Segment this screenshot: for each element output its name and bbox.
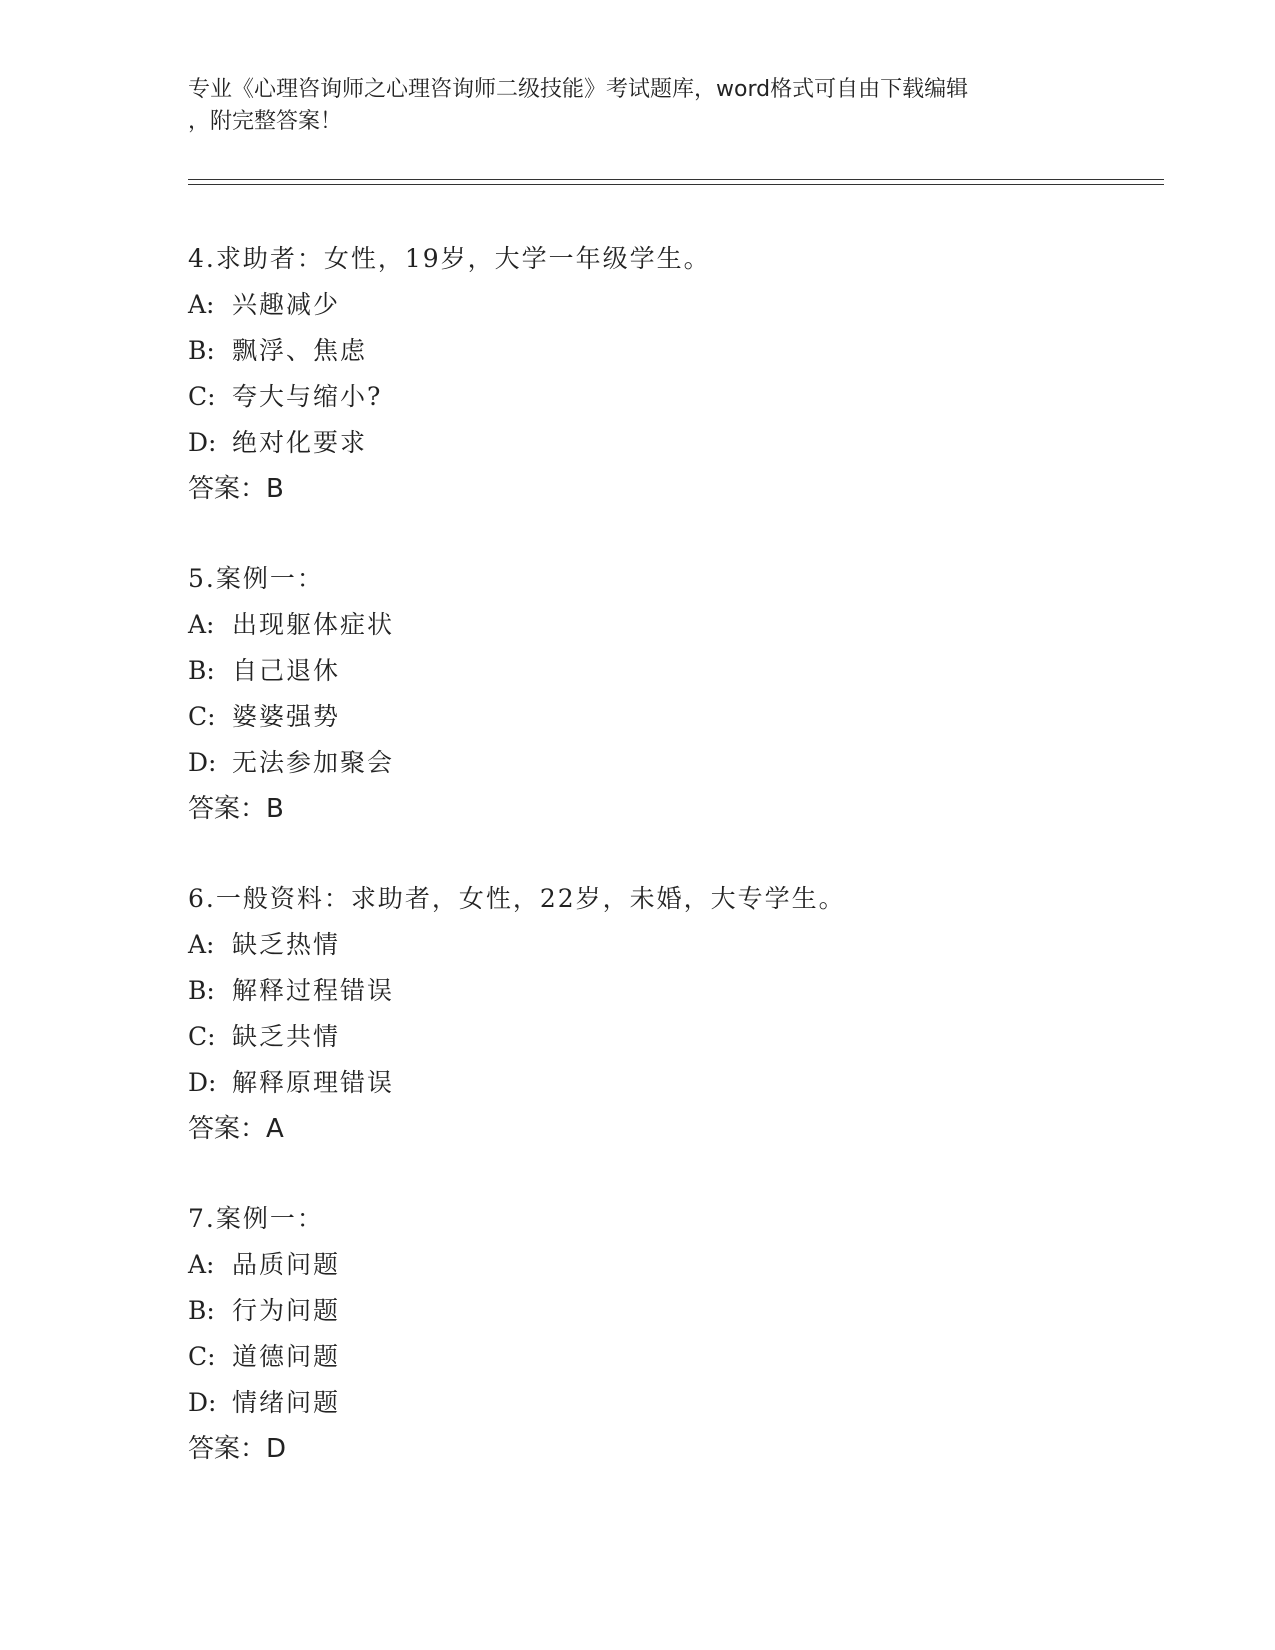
option-c [188, 694, 1168, 740]
option-b [188, 968, 1168, 1014]
option-label: A: [188, 610, 215, 639]
document-header [188, 74, 1088, 138]
option-text: 品质问题 [232, 1250, 341, 1279]
option-label: C: [188, 382, 216, 411]
question-list [188, 236, 1168, 1516]
option-label: D: [188, 428, 217, 457]
option-label: B: [188, 976, 215, 1005]
question-5 [188, 556, 1168, 876]
option-text: 解释原理错误 [232, 1068, 395, 1097]
option-text: 无法参加聚会 [232, 748, 395, 777]
option-label: C: [188, 1342, 216, 1371]
answer-line: 答案：B [188, 794, 284, 824]
option-label: A: [188, 930, 215, 959]
option-text: 解释过程错误 [232, 976, 395, 1005]
answer-line: 答案：A [188, 1114, 284, 1144]
option-d [188, 1380, 1168, 1426]
option-text: 飘浮、焦虑 [232, 336, 368, 365]
option-text: 婆婆强势 [232, 702, 341, 731]
rule-line-bottom [188, 184, 1164, 185]
option-c [188, 1014, 1168, 1060]
option-text: 出现躯体症状 [232, 610, 395, 639]
option-b [188, 648, 1168, 694]
question-stem: 6.一般资料：求助者，女性，22岁，未婚，大专学生。 [188, 884, 846, 913]
question-stem: 7.案例一： [188, 1204, 324, 1233]
option-d [188, 740, 1168, 786]
option-c [188, 374, 1168, 420]
question-6 [188, 876, 1168, 1196]
rule-line-top [188, 179, 1164, 180]
option-d [188, 1060, 1168, 1106]
option-text: 行为问题 [232, 1296, 341, 1325]
option-text: 自己退休 [232, 656, 341, 685]
option-a [188, 282, 1168, 328]
option-a [188, 922, 1168, 968]
option-label: D: [188, 1068, 217, 1097]
question-stem: 5.案例一： [188, 564, 324, 593]
option-label: D: [188, 1388, 217, 1417]
option-text: 缺乏热情 [232, 930, 341, 959]
question-7 [188, 1196, 1168, 1516]
option-a [188, 602, 1168, 648]
header-double-rule [188, 179, 1164, 185]
option-text: 兴趣减少 [232, 290, 341, 319]
option-label: B: [188, 336, 215, 365]
option-label: D: [188, 748, 217, 777]
option-label: A: [188, 290, 215, 319]
header-line-1: 专业《心理咨询师之心理咨询师二级技能》考试题库，word格式可自由下载编辑 [188, 77, 969, 102]
answer-line: 答案：B [188, 474, 284, 504]
option-d [188, 420, 1168, 466]
header-line-2: ，附完整答案！ [188, 109, 343, 134]
option-text: 道德问题 [232, 1342, 341, 1371]
option-label: C: [188, 702, 216, 731]
option-c [188, 1334, 1168, 1380]
option-label: B: [188, 1296, 215, 1325]
option-a [188, 1242, 1168, 1288]
option-label: A: [188, 1250, 215, 1279]
option-text: 绝对化要求 [232, 428, 368, 457]
answer-line: 答案：D [188, 1434, 287, 1464]
option-b [188, 1288, 1168, 1334]
option-label: B: [188, 656, 215, 685]
option-text: 夸大与缩小? [232, 382, 383, 411]
option-text: 缺乏共情 [232, 1022, 341, 1051]
option-b [188, 328, 1168, 374]
question-stem: 4.求助者：女性，19岁，大学一年级学生。 [188, 244, 711, 273]
question-4 [188, 236, 1168, 556]
option-text: 情绪问题 [232, 1388, 341, 1417]
option-label: C: [188, 1022, 216, 1051]
